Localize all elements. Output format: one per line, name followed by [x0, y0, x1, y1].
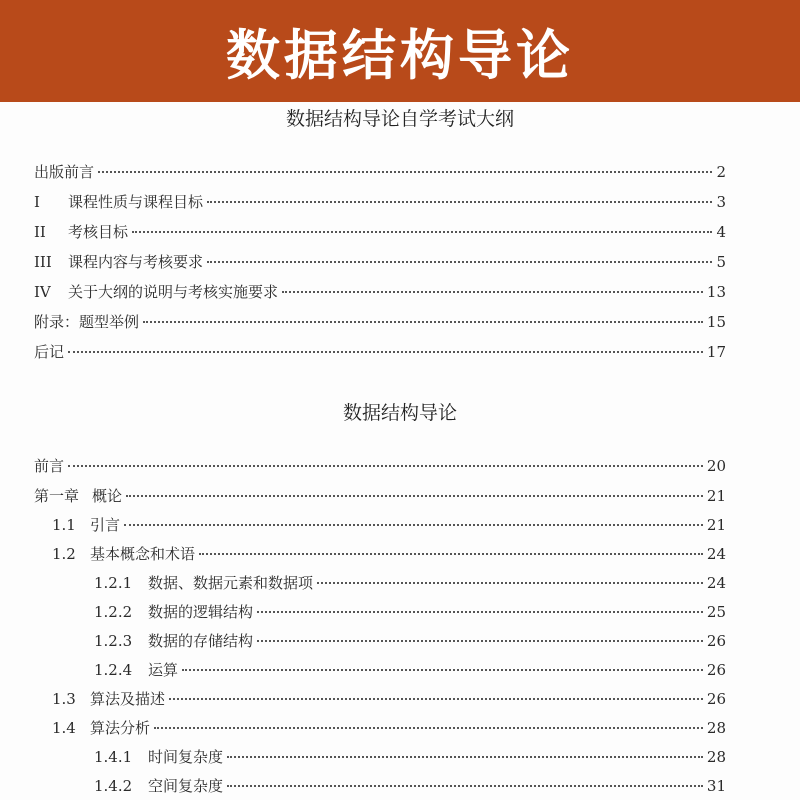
- toc-entry-title: 数据、数据元素和数据项: [148, 574, 314, 592]
- toc-page-number: 26: [706, 661, 726, 679]
- toc-page-number: 31: [706, 777, 726, 795]
- toc-entry-number: III: [34, 253, 52, 271]
- book-title: 数据结构导论: [342, 402, 457, 424]
- toc-entry-number: IV: [34, 283, 51, 301]
- toc-page-number: 20: [706, 457, 726, 475]
- toc-entry-number: I: [34, 193, 40, 211]
- toc-entry[interactable]: [34, 341, 726, 363]
- toc-entry-number: 1.4.1: [94, 748, 133, 766]
- toc-page-number: 26: [706, 632, 726, 650]
- toc-entry[interactable]: [52, 543, 726, 565]
- toc-entry[interactable]: [34, 455, 726, 477]
- toc-entry-title: 附录：题型举例: [34, 313, 140, 331]
- toc-entry-number: 1.2: [52, 545, 76, 563]
- toc-leader-dots: [257, 640, 703, 642]
- toc-entry[interactable]: [94, 659, 726, 681]
- toc-leader-dots: [126, 495, 703, 497]
- toc-entry-title: 课程性质与课程目标: [68, 193, 204, 211]
- toc-entry-title: 时间复杂度: [148, 748, 224, 766]
- toc-page-number: 15: [706, 313, 726, 331]
- toc-entry-number: 1.2.2: [94, 603, 133, 621]
- toc-entry-number: 第一章: [34, 487, 80, 505]
- toc-entry[interactable]: [34, 161, 726, 183]
- toc-entry[interactable]: [34, 485, 726, 507]
- toc-page-number: 25: [706, 603, 726, 621]
- toc-page-number: 3: [716, 193, 726, 211]
- toc-leader-dots: [317, 582, 703, 584]
- toc-entry-title: 课程内容与考核要求: [68, 253, 204, 271]
- toc-leader-dots: [207, 201, 712, 203]
- toc-entry-number: 1.1: [52, 516, 76, 534]
- toc-entry[interactable]: [52, 688, 726, 710]
- toc-leader-dots: [143, 321, 703, 323]
- toc-entry[interactable]: [34, 221, 726, 243]
- toc-page-number: 17: [706, 343, 726, 361]
- toc-entry-title: 数据的逻辑结构: [148, 603, 254, 621]
- toc-leader-dots: [154, 727, 703, 729]
- toc-entry-number: 1.2.4: [94, 661, 133, 679]
- outline-title: 数据结构导论自学考试大纲: [285, 108, 514, 130]
- toc-entry-title: 引言: [90, 516, 121, 534]
- toc-leader-dots: [98, 171, 712, 173]
- toc-leader-dots: [257, 611, 703, 613]
- toc-leader-dots: [124, 524, 703, 526]
- toc-leader-dots: [227, 785, 703, 787]
- toc-entry-number: 1.4: [52, 719, 76, 737]
- toc-page-number: 21: [706, 516, 726, 534]
- toc-entry-number: 1.2.3: [94, 632, 133, 650]
- banner-title: 数据结构导论: [226, 23, 574, 87]
- toc-leader-dots: [282, 291, 703, 293]
- toc-entry-number: 1.3: [52, 690, 76, 708]
- toc-entry[interactable]: [52, 514, 726, 536]
- toc-page-number: 5: [716, 253, 726, 271]
- toc-leader-dots: [68, 465, 703, 467]
- toc-entry-title: 前言: [34, 457, 65, 475]
- toc-entry-title: 关于大纲的说明与考核实施要求: [68, 283, 279, 301]
- toc-page-number: 28: [706, 719, 726, 737]
- toc-entry[interactable]: [34, 311, 726, 333]
- toc-entry[interactable]: [52, 717, 726, 739]
- toc-entry-title: 考核目标: [68, 223, 129, 241]
- toc-leader-dots: [169, 698, 703, 700]
- toc-entry-title: 算法分析: [90, 719, 151, 737]
- toc-page-number: 28: [706, 748, 726, 766]
- toc-entry-number: II: [34, 223, 46, 241]
- toc-entry[interactable]: [94, 601, 726, 623]
- toc-entry[interactable]: [94, 630, 726, 652]
- toc-entry[interactable]: [94, 775, 726, 797]
- toc-leader-dots: [132, 231, 712, 233]
- toc-entry[interactable]: [34, 281, 726, 303]
- toc-entry-title: 空间复杂度: [148, 777, 224, 795]
- toc-entry-title: 出版前言: [34, 163, 95, 181]
- toc-entry[interactable]: [34, 251, 726, 273]
- toc-leader-dots: [207, 261, 712, 263]
- toc-page-number: 2: [716, 163, 726, 181]
- toc-page-number: 13: [706, 283, 726, 301]
- toc-entry-title: 概论: [92, 487, 123, 505]
- toc-entry[interactable]: [34, 191, 726, 213]
- toc-entry-title: 数据的存储结构: [148, 632, 254, 650]
- toc-page-number: 24: [706, 574, 726, 592]
- toc-entry-title: 基本概念和术语: [90, 545, 196, 563]
- toc-page: [0, 102, 800, 800]
- toc-leader-dots: [68, 351, 703, 353]
- toc-entry-number: 1.2.1: [94, 574, 133, 592]
- toc-entry-number: 1.4.2: [94, 777, 133, 795]
- toc-page-number: 21: [706, 487, 726, 505]
- toc-leader-dots: [227, 756, 703, 758]
- toc-leader-dots: [182, 669, 703, 671]
- toc-page-number: 26: [706, 690, 726, 708]
- toc-entry[interactable]: [94, 572, 726, 594]
- title-banner: [0, 0, 800, 102]
- toc-page-number: 4: [716, 223, 726, 241]
- toc-entry-title: 后记: [34, 343, 65, 361]
- toc-entry-title: 运算: [148, 661, 179, 679]
- toc-entry[interactable]: [94, 746, 726, 768]
- toc-leader-dots: [199, 553, 703, 555]
- toc-entry-title: 算法及描述: [90, 690, 166, 708]
- toc-page-number: 24: [706, 545, 726, 563]
